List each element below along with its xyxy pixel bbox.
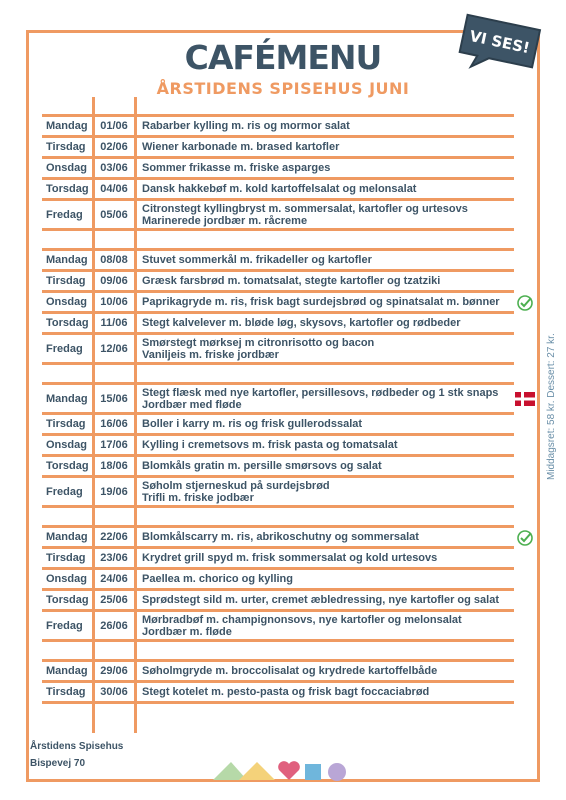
menu-row [42, 415, 514, 436]
footer-name: Årstidens Spisehus [30, 741, 124, 752]
date-cell: 05/06 [100, 208, 128, 221]
menu-row [42, 314, 514, 335]
menu-row [42, 683, 514, 704]
dish-cell: Krydret grill spyd m. frisk sommersalat og kold urtesovs [142, 552, 438, 564]
yellow-triangle-icon [239, 762, 275, 780]
dish-cell: Rabarber kylling m. ris og mormor salat [142, 120, 350, 132]
menu-row [42, 293, 514, 314]
dish-cell: Sprødstegt sild m. urter, cremet æbledressing, nye kartofler og salat [142, 594, 499, 606]
dish-cell: Stegt flæsk med nye kartofler, persillesovs, rødbeder og 1 stk snaps Jordbær med fløde [142, 386, 499, 411]
week-separator [42, 231, 514, 251]
date-cell: 29/06 [100, 665, 128, 677]
dish-cell: Stegt kotelet m. pesto-pasta og frisk bagt foccaciabrød [142, 686, 430, 698]
menu-row [42, 138, 514, 159]
dish-cell: Mørbradbøf m. champignonsovs, nye kartofler og melonsalat Jordbær m. fløde [142, 613, 462, 638]
menu-row [42, 201, 514, 231]
day-cell: Torsdag [46, 460, 89, 472]
day-cell: Mandag [46, 392, 88, 405]
circle-icon [328, 763, 346, 781]
page-subtitle: ÅRSTIDENS SPISEHUS JUNI [156, 79, 410, 98]
day-cell: Fredag [46, 208, 83, 221]
day-cell: Torsdag [46, 317, 89, 329]
date-cell: 25/06 [100, 594, 128, 606]
menu-row [42, 570, 514, 591]
footer-street: Bispevej 70 [30, 758, 86, 769]
heart-icon [278, 761, 300, 780]
dish-cell: Søholmgryde m. broccolisalat og krydrede kartoffelbåde [142, 665, 438, 677]
dish-cell: Citronstegt kyllingbryst m. sommersalat, kartofler og urtesovs Marinerede jordbær m. råcreme [142, 202, 468, 227]
day-cell: Tirsdag [46, 418, 86, 430]
day-cell: Onsdag [46, 573, 87, 585]
day-cell: Onsdag [46, 162, 87, 174]
date-cell: 16/06 [100, 418, 128, 430]
menu-row [42, 159, 514, 180]
week-separator [42, 365, 514, 385]
date-cell: 30/06 [100, 686, 128, 698]
day-cell: Tirsdag [46, 141, 86, 153]
menu-row [42, 549, 514, 570]
day-cell: Fredag [46, 485, 83, 498]
day-cell: Onsdag [46, 439, 87, 451]
date-cell: 22/06 [100, 531, 128, 543]
day-cell: Torsdag [46, 183, 89, 195]
page-title: CAFÉMENU [184, 38, 382, 77]
date-cell: 12/06 [100, 342, 128, 355]
dish-cell: Søholm stjerneskud på surdejsbrød Trifli m. friske jodbær [142, 479, 330, 504]
day-cell: Tirsdag [46, 686, 86, 698]
day-cell: Fredag [46, 619, 83, 632]
menu-row [42, 385, 514, 415]
check-icon [514, 295, 536, 311]
date-cell: 03/06 [100, 162, 128, 174]
date-cell: 04/06 [100, 183, 128, 195]
danish-flag-icon [514, 391, 536, 407]
dish-cell: Græsk farsbrød m. tomatsalat, stegte kartofler og tzatziki [142, 275, 441, 287]
menu-row [42, 436, 514, 457]
date-cell: 02/06 [100, 141, 128, 153]
speech-bubble-badge [452, 12, 546, 78]
dish-cell: Kylling i cremetsovs m. frisk pasta og tomatsalat [142, 439, 398, 451]
menu-row [42, 478, 514, 508]
day-cell: Mandag [46, 531, 88, 543]
menu-row [42, 180, 514, 201]
menu-table [42, 97, 514, 704]
menu-row [42, 335, 514, 365]
day-cell: Tirsdag [46, 275, 86, 287]
dish-cell: Stuvet sommerkål m. frikadeller og kartofler [142, 254, 372, 266]
menu-row [42, 117, 514, 138]
menu-row [42, 528, 514, 549]
date-cell: 15/06 [100, 392, 128, 405]
date-cell: 24/06 [100, 573, 128, 585]
day-cell: Mandag [46, 120, 88, 132]
dish-cell: Paellea m. chorico og kylling [142, 573, 293, 585]
day-cell: Mandag [46, 665, 88, 677]
date-cell: 19/06 [100, 485, 128, 498]
menu-row [42, 272, 514, 293]
week-separator [42, 642, 514, 662]
date-cell: 09/06 [100, 275, 128, 287]
date-cell: 23/06 [100, 552, 128, 564]
day-cell: Fredag [46, 342, 83, 355]
dish-cell: Dansk hakkebøf m. kold kartoffelsalat og melonsalat [142, 183, 417, 195]
price-note: Middagsret: 58 kr. Dessert: 27 kr. [546, 333, 557, 480]
date-cell: 08/08 [100, 254, 128, 266]
menu-row [42, 251, 514, 272]
footer-address [30, 738, 123, 772]
date-cell: 26/06 [100, 619, 128, 632]
dish-cell: Boller i karry m. ris og frisk gullerodssalat [142, 418, 363, 430]
badge-text: VI SES! [467, 26, 532, 58]
week-separator [42, 508, 514, 528]
dish-cell: Paprikagryde m. ris, frisk bagt surdejsbrød og spinatsalat m. bønner [142, 296, 500, 308]
date-cell: 18/06 [100, 460, 128, 472]
date-cell: 10/06 [100, 296, 128, 308]
day-cell: Tirsdag [46, 552, 86, 564]
day-cell: Mandag [46, 254, 88, 266]
menu-row [42, 662, 514, 683]
date-cell: 01/06 [100, 120, 128, 132]
dish-cell: Wiener karbonade m. brased kartofler [142, 141, 340, 153]
week-separator [42, 97, 514, 117]
dish-cell: Stegt kalvelever m. bløde løg, skysovs, kartofler og rødbeder [142, 317, 461, 329]
dish-cell: Sommer frikasse m. friske asparges [142, 162, 331, 174]
dish-cell: Smørstegt mørksej m citronrisotto og bacon Vaniljeis m. friske jordbær [142, 336, 375, 361]
date-cell: 17/06 [100, 439, 128, 451]
dish-cell: Blomkålscarry m. ris, abrikoschutny og sommersalat [142, 531, 419, 543]
menu-row [42, 612, 514, 642]
dish-cell: Blomkåls gratin m. persille smørsovs og salat [142, 460, 382, 472]
decorative-shapes [213, 758, 353, 782]
check-icon [514, 530, 536, 546]
day-cell: Torsdag [46, 594, 89, 606]
square-icon [305, 764, 321, 780]
menu-row [42, 591, 514, 612]
day-cell: Onsdag [46, 296, 87, 308]
date-cell: 11/06 [100, 317, 128, 329]
menu-row [42, 457, 514, 478]
